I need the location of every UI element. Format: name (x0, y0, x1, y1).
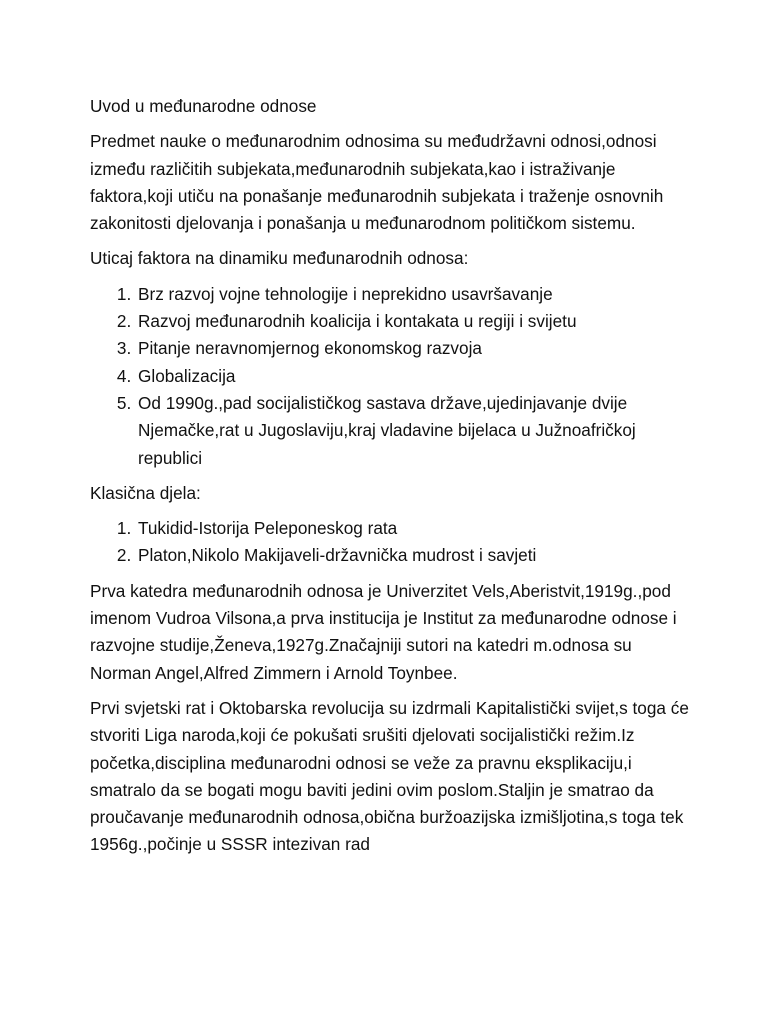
soviet-paragraph: Prvi svjetski rat i Oktobarska revolucija su izdrmali Kapitalistički svijet,s toga će stvoriti Liga naroda,koji će pokušati srušiti djelovati socijalistički režim.Iz početka,disciplina međunarodni odnosi se veže za pravnu eksplikaciju,i smatralo da se bogati mogu baviti jedini ovim poslom.Staljin je smatrao da proučavanje međunarodnih odnosa,obična buržoazijska izmišljotina,s toga tek 1956g.,počinje u SSSR intezivan rad (90, 697, 689, 855)
history-paragraph: Prva katedra međunarodnih odnosa je Univerzitet Vels,Aberistvit,1919g.,pod imenom Vudroa Vilsona,a prva institucija je Institut za međunarodne odnose i razvojne studije,Ženeva,1927g.Značajniji sutori na katedri m.odnosa su Norman Angel,Alfred Zimmern i Arnold Toynbee. (90, 580, 677, 683)
list-item: 2. Platon,Nikolo Makijaveli-državnička mudrost i savjeti (136, 542, 690, 569)
list-item: 4. Globalizacija (136, 363, 690, 390)
intro-paragraph: Predmet nauke o međunarodnim odnosima su međudržavni odnosi,odnosi između različitih subjekata,međunarodnih subjekata,kao i istraživanje faktora,koji utiču na ponašanje međunarodnih subjekata i traženje osnovnih zakonitosti djelovanja i ponašanja u međunarodnom političkom sistemu. (90, 131, 664, 234)
factors-heading: Uticaj faktora na dinamiku međunarodnih odnosa: (90, 248, 469, 269)
document-page (90, 93, 690, 867)
factors-list (90, 281, 690, 472)
document-title: Uvod u međunarodne odnose (90, 96, 317, 116)
list-item: 5. Od 1990g.,pad socijalističkog sastava države,ujedinjavanje dvije Njemačke,rat u Jugoslaviju,kraj vladavine bijelaca u Južnoafričkoj republici (136, 390, 690, 472)
classics-list (90, 515, 690, 570)
list-item: 1. Tukidid-Istorija Peleponeskog rata (136, 515, 690, 542)
list-item: 2. Razvoj međunarodnih koalicija i kontakata u regiji i svijetu (136, 308, 690, 335)
list-item: 1. Brz razvoj vojne tehnologije i neprekidno usavršavanje (136, 281, 690, 308)
classics-heading: Klasična djela: (90, 482, 201, 503)
list-item: 3. Pitanje neravnomjernog ekonomskog razvoja (136, 335, 690, 362)
